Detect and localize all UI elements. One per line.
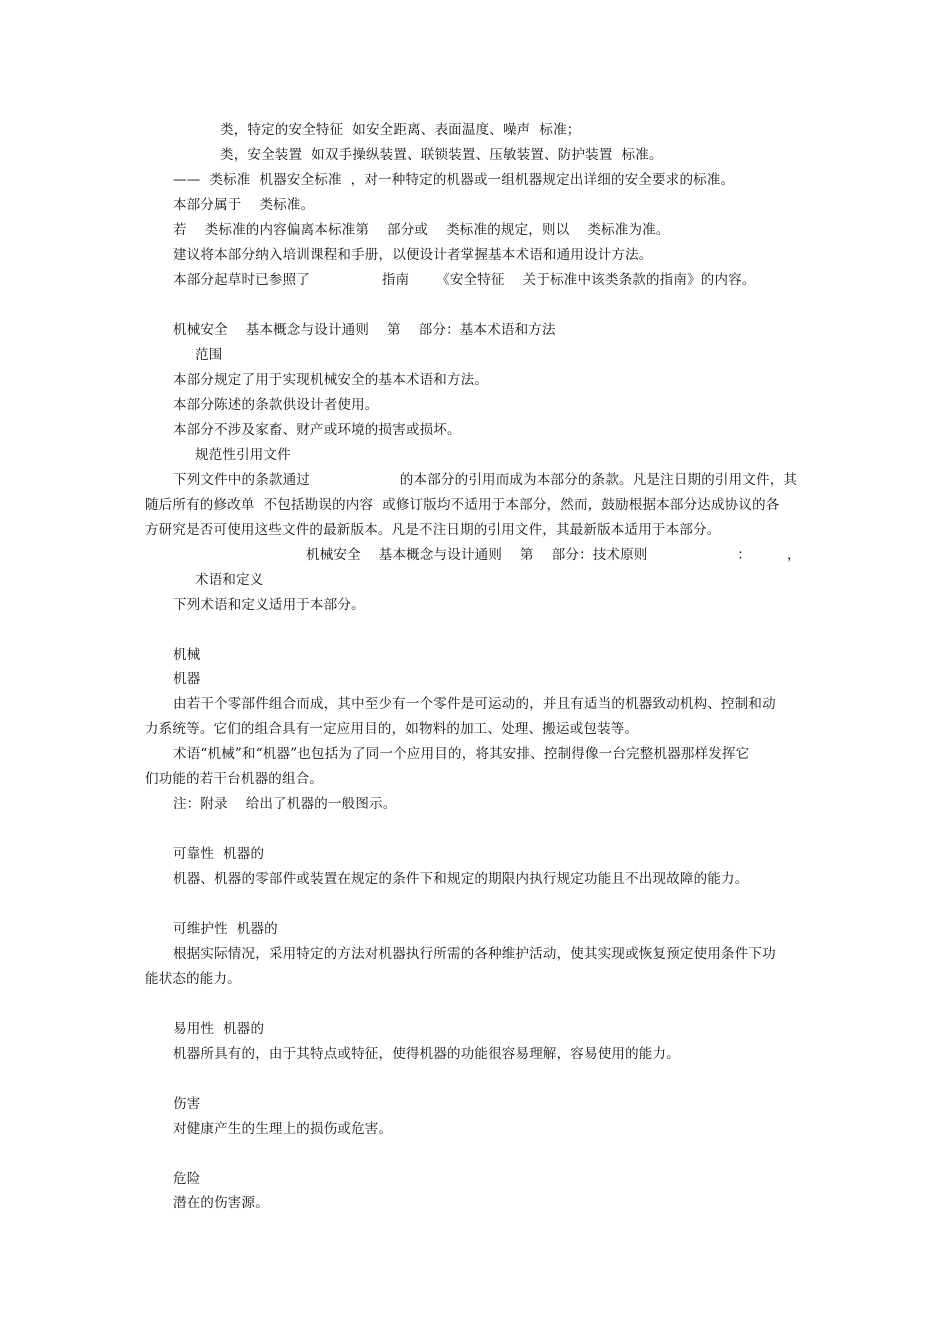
text-line-safety-features: 类，特定的安全特征 如安全距离、表面温度、噪声 标准； xyxy=(220,122,581,138)
text-line-safety-devices: 类，安全装置 如双手操纵装置、联锁装置、压敏装置、防护装置 标准。 xyxy=(220,147,663,163)
paragraph-references-line-1: 下列文件中的条款通过 的本部分的引用而成为本部分的条款。凡是注日期的引用文件，其 xyxy=(173,472,798,488)
definition-machine-line-3: 术语“机械”和“机器”也包括为了同一个应用目的，将其安排、控制得像一台完整机器那样发挥它 xyxy=(173,746,750,762)
term-usability: 易用性 机器的 xyxy=(173,1021,265,1037)
term-hazard: 危险 xyxy=(173,1171,201,1187)
text-line-part-type: 本部分属于 类标准。 xyxy=(173,197,315,213)
reference-technical-principles: 机械安全 基本概念与设计通则 第 部分：技术原则 ： ， xyxy=(306,547,801,563)
heading-scope: 范围 xyxy=(195,347,223,363)
paragraph-references-line-3: 方研究是否可使用这些文件的最新版本。凡是不注日期的引用文件，其最新版本适用于本部分。 xyxy=(145,522,721,538)
definition-reliability: 机器、机器的零部件或装置在规定的条件下和规定的期限内执行规定功能且不出现故障的能力。 xyxy=(173,871,749,887)
definition-maintainability-line-1: 根据实际情况，采用特定的方法对机器执行所需的各种维护活动，使其实现或恢复预定使用条件下功 xyxy=(173,946,776,962)
paragraph-references-line-2: 随后所有的修改单 不包括勘误的内容 或修订版均不适用于本部分，然而，鼓励根据本部分达成协议的各 xyxy=(145,497,780,513)
paragraph-scope-3: 本部分不涉及家畜、财产或环境的损害或损坏。 xyxy=(173,422,461,438)
text-line-drafting-reference: 本部分起草时已参照了 指南 《安全特征 关于标准中该类条款的指南》的内容。 xyxy=(173,272,756,288)
text-line-deviation-rule: 若 类标准的内容偏离本标准第 部分或 类标准的规定，则以 类标准为准。 xyxy=(173,222,670,238)
text-line-machine-standard: —— 类标准 机器安全标准 ，对一种特定的机器或一组机器规定出详细的安全要求的标准。 xyxy=(173,172,735,188)
heading-terms-definitions: 术语和定义 xyxy=(195,572,264,588)
paragraph-scope-1: 本部分规定了用于实现机械安全的基本术语和方法。 xyxy=(173,372,489,388)
definition-usability: 机器所具有的，由于其特点或特征，使得机器的功能很容易理解，容易使用的能力。 xyxy=(173,1046,680,1062)
term-machinery: 机械 xyxy=(173,647,201,663)
definition-machine-line-2: 力系统等。它们的组合具有一定应用目的，如物料的加工、处理、搬运或包装等。 xyxy=(145,721,639,737)
definition-maintainability-line-2: 能状态的能力。 xyxy=(145,971,241,987)
definition-hazard: 潜在的伤害源。 xyxy=(173,1195,269,1211)
definition-harm: 对健康产生的生理上的损伤或危害。 xyxy=(173,1121,393,1137)
term-reliability: 可靠性 机器的 xyxy=(173,846,265,862)
note-annex: 注：附录 给出了机器的一般图示。 xyxy=(173,796,397,812)
term-maintainability: 可维护性 机器的 xyxy=(173,921,278,937)
term-machine: 机器 xyxy=(173,671,201,687)
definition-machine-line-1: 由若干个零部件组合而成，其中至少有一个零件是可运动的，并且有适当的机器致动机构、控制和动 xyxy=(173,696,776,712)
heading-normative-references: 规范性引用文件 xyxy=(195,447,291,463)
definition-machine-line-4: 们功能的若干台机器的组合。 xyxy=(145,771,324,787)
section-title-basic-terms: 机械安全 基本概念与设计通则 第 部分：基本术语和方法 xyxy=(173,322,556,338)
term-harm: 伤害 xyxy=(173,1096,201,1112)
paragraph-scope-2: 本部分陈述的条款供设计者使用。 xyxy=(173,397,379,413)
paragraph-terms-apply: 下列术语和定义适用于本部分。 xyxy=(173,597,365,613)
text-line-training-advice: 建议将本部分纳入培训课程和手册，以便设计者掌握基本术语和通用设计方法。 xyxy=(173,247,653,263)
